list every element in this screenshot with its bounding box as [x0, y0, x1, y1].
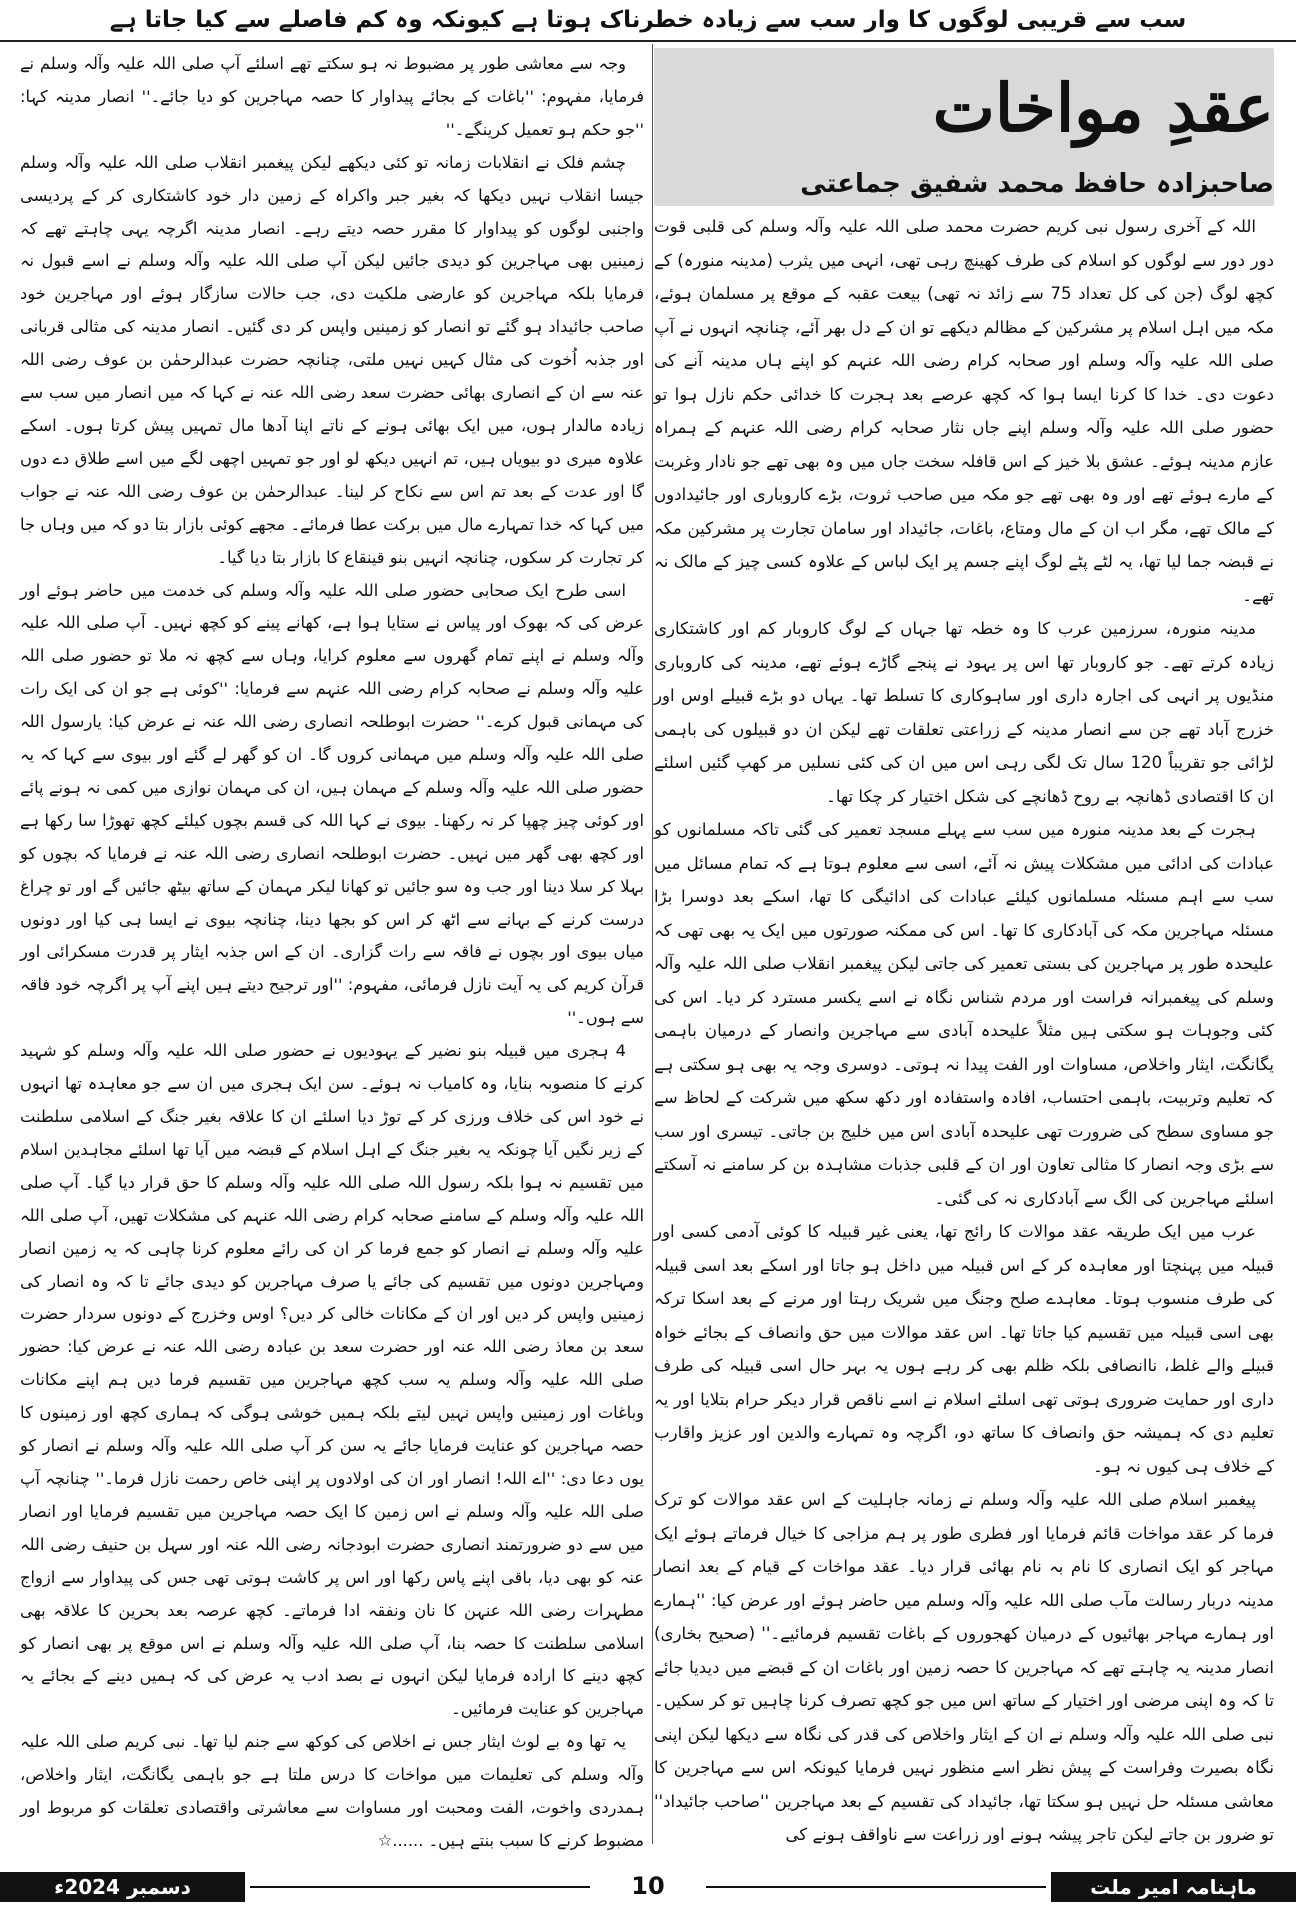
- footer-rule: [706, 1886, 1046, 1888]
- page-footer: [0, 1866, 1296, 1907]
- title-box: [654, 48, 1274, 206]
- footer-rule: [250, 1886, 590, 1888]
- left-column: [20, 48, 644, 1858]
- paragraph: 4 ہجری میں قبیلہ بنو نضیر کے یہودیوں نے حضور صلی اللہ علیہ وآلہ وسلم کو شہید کرنے کا منصوبہ بنایا، وہ کامیاب نہ ہوئے۔ سن ایک ہجری میں ان سے جو معاہدہ تھا انہوں نے خود اس کی خلاف ورزی کر کے توڑ دیا اسلئے ان کا علاقہ بغیر جنگ کے اسلامی سلطنت کے زیر نگیں آیا چونکہ یہ بغیر جنگ کے اہل اسلام کے قبضہ میں آیا تھا اسلئے مجاہدین اسلام میں تقسیم نہ ہوا بلکہ رسول اللہ صلی اللہ علیہ وآلہ وسلم کا حق قرار دیا گیا۔ آپ صلی اللہ علیہ وآلہ وسلم کے سامنے صحابہ کرام رضی اللہ عنہم کی مشکلات تھیں، آپ صلی اللہ علیہ وآلہ وسلم نے انصار کو جمع فرما کر ان کی رائے معلوم کرنا چاہی کہ یہ زمین انصار ومہاجرین دونوں میں تقسیم کی جائے یا صرف مہاجرین کو دیدی جائے تا کہ وہ انصار کی زمینیں واپس کر دیں اور ان کے مکانات خالی کر دیں؟ اوس وخزرج کے دونوں سردار حضرت سعد بن معاذ رضی اللہ عنہ اور حضرت سعد بن عبادہ رضی اللہ عنہ نے عرض کیا: حضور صلی اللہ علیہ وآلہ وسلم یہ سب کچھ مہاجرین میں تقسیم فرما دیں ہم اپنے مکانات وباغات اور زمینیں واپس نہیں لیتے بلکہ ہمیں خوشی ہوگی کہ ہماری کچھ اور زمینوں کا حصہ مہاجرین کو عنایت فرمایا جائے یہ سن کر آپ صلی اللہ علیہ وآلہ وسلم نے انصار کو یوں دعا دی: ''اے اللہ! انصار اور ان کی اولادوں پر اپنی خاص رحمت نازل فرما۔'' چنانچہ آپ صلی اللہ علیہ وآلہ وسلم نے اس زمین کا ایک حصہ مہاجرین میں تقسیم فرمایا اور انصار میں سے دو ضرورتمند انصاری حضرت ابودجانہ رضی اللہ عنہ اور سہل بن حنیف رضی اللہ عنہ کو بھی دیا، باقی اپنے پاس رکھا اور اس پر کاشت ہوتی تھی جس کی پیداوار سے ازواج مطہرات رضی اللہ عنہن کا نان ونفقہ ادا فرماتے۔ کچھ عرصہ بعد بحرین کا علاقہ بھی اسلامی سلطنت کا حصہ بنا، آپ صلی اللہ علیہ وآلہ وسلم نے اس موقع پر بھی انصار کو کچھ دینے کا ارادہ فرمایا لیکن انہوں نے بصد ادب یہ عرض کی کہ ہمیں دینے کے بجائے یہ مہاجرین کو عنایت فرمائیں۔: [20, 1041, 644, 1719]
- article-title: عقدِ مواخات: [932, 69, 1274, 147]
- paragraph: اسی طرح ایک صحابی حضور صلی اللہ علیہ وآلہ وسلم کی خدمت میں حاضر ہوئے اور عرض کی کہ بھوک اور پیاس نے ستایا ہوا ہے، کھانے پینے کو کچھ نہیں۔ آپ صلی اللہ علیہ وآلہ وسلم نے اپنے تمام گھروں سے معلوم کرایا، وہاں سے کچھ نہ ملا تو حضور صلی اللہ علیہ وآلہ وسلم نے صحابہ کرام رضی اللہ عنہم سے فرمایا: ''کوئی ہے جو ان کی ایک رات کی مہمانی قبول کرے۔'' حضرت ابوطلحہ انصاری رضی اللہ عنہ نے عرض کیا: یارسول اللہ صلی اللہ علیہ وآلہ وسلم میں مہمانی کروں گا۔ ان کو گھر لے گئے اور بیوی سے کہا کہ یہ حضور صلی اللہ علیہ وآلہ وسلم کے مہمان ہیں، ان کی مہمان نوازی میں کمی نہ ہونے پائے اور کوئی چیز چھپا کر نہ رکھنا۔ بیوی نے کہا اللہ کی قسم بچوں کیلئے کچھ تھوڑا سا رکھا ہے اور کچھ بھی گھر میں نہیں۔ حضرت ابوطلحہ انصاری رضی اللہ عنہ نے فرمایا کہ بچوں کو بہلا کر سلا دینا اور جب وہ سو جائیں تو کھانا لیکر مہمان کے ساتھ بیٹھ جائیں گے اور تو چراغ درست کرنے کے بہانے سے اٹھ کر اس کو بجھا دینا، چنانچہ بیوی نے ایسا ہی کیا اور دونوں میاں بیوی اور بچوں نے فاقہ سے رات گزاری۔ ان کے اس جذبہ ایثار پر قدرت مسکرائی اور قرآن کریم کی یہ آیت نازل فرمائی، مفہوم: ''اور ترجیح دیتے ہیں اپنے آپ پر اگرچہ خود فاقہ سے ہوں۔'': [20, 580, 644, 1028]
- article-author: صاحبزادہ حافظ محمد شفیق جماعتی: [800, 169, 1274, 199]
- column-divider: [652, 44, 653, 1844]
- paragraph: پیغمبر اسلام صلی اللہ علیہ وآلہ وسلم نے زمانہ جاہلیت کے اس عقد موالات کو ترک فرما کر عقد مواخات قائم فرمایا اور فطری طور پر ہم مزاجی کا خیال فرماتے ہوئے ایک مہاجر کو ایک انصاری کا نام بہ نام بھائی قرار دیا۔ عقد مواخات کے قیام کے بعد انصار مدینہ دربار رسالت مآب صلی اللہ علیہ وآلہ وسلم میں حاضر ہوئے اور عرض کیا: ''ہمارے اور ہمارے مہاجر بھائیوں کے درمیان کھجوروں کے باغات تقسیم فرمائیے۔'' (صحیح بخاری) انصار مدینہ یہ چاہتے تھے کہ مہاجرین کا حصہ زمین اور باغات ان کے قبضے میں دیدیا جائے تا کہ وہ اپنی مرضی اور اختیار کے ساتھ اس میں جو کچھ تصرف کرنا چاہیں تو کر سکیں۔ نبی صلی اللہ علیہ وآلہ وسلم نے ان کے ایثار واخلاص کی قدر کی نگاہ سے دیکھا لیکن اپنی نگاہ بصیرت وفراست کے پیش نظر اسے منظور نہیں فرمایا کیونکہ اس سے مہاجرین کا معاشی مسئلہ حل نہیں ہو سکتا تھا، جائیداد کی تقسیم کے بعد مہاجرین ''صاحب جائیداد'' تو ضرور بن جاتے لیکن تاجر پیشہ ہونے اور زراعت سے ناواقف ہونے کی: [654, 1490, 1274, 1844]
- paragraph: اللہ کے آخری رسول نبی کریم حضرت محمد صلی اللہ علیہ وآلہ وسلم کی قلبی قوت دور دور سے لوگوں کو اسلام کی طرف کھینچ رہی تھی، انہی میں یثرب (مدینہ منورہ) کے کچھ لوگ (جن کی کل تعداد 75 سے زائد نہ تھی) بیعت عقبہ کے موقع پر مسلمان ہوئے، مکہ میں اہل اسلام پر مشرکین کے مظالم دیکھے تو ان کے دل بھر آئے، چنانچہ انہوں نے آپ صلی اللہ علیہ وآلہ وسلم اور صحابہ کرام رضی اللہ عنہم کو اپنے ہاں مدینہ آنے کی دعوت دی۔ خدا کا کرنا ایسا ہوا کہ کچھ عرصے بعد ہجرت کا خدائی حکم نازل ہوا تو حضور صلی اللہ علیہ وآلہ وسلم اپنے جاں نثار صحابہ کرام رضی اللہ عنہم کے ہمراہ عازم مدینہ ہوئے۔ عشق بلا خیز کے اس قافلہ سخت جاں میں وہ بھی تھے جو نادار وغربت کے مارے ہوئے تھے اور وہ بھی تھے جو مکہ میں صاحب ثروت، بڑے کاروباری اور جائیدادوں کے مالک تھے، مگر اب ان کے مال ومتاع، باغات، جائیداد اور سامان تجارت پر مشرکین مکہ نے قبضہ جما لیا تھا، یہ لٹے پٹے لوگ اپنے جسم پر ایک لباس کے علاوہ کسی چیز کے مالک نہ تھے۔: [654, 217, 1274, 605]
- issue-date: دسمبر 2024ء: [0, 1872, 245, 1902]
- paragraph: چشم فلک نے انقلابات زمانہ تو کئی دیکھے لیکن پیغمبر انقلاب صلی اللہ علیہ وآلہ وسلم جیسا انقلاب نہیں دیکھا کہ بغیر جبر واکراہ کے زمین دار خود کاشتکاری کر کے پردیسی واجنبی لوگوں کو پیداوار کا مقرر حصہ دیتے رہے۔ انصار مدینہ اگرچہ یہی چاہتے تھے کہ زمینیں بھی مہاجرین کو دیدی جائیں لیکن آپ صلی اللہ علیہ وآلہ وسلم نے اسے قبول نہ فرمایا بلکہ مہاجرین کو عارضی ملکیت دی، جب حالات سازگار ہوئے اور مہاجرین خود صاحب جائیداد ہو گئے تو انصار کو زمینیں واپس کر دی گئیں۔ انصار مدینہ کی مثالی قربانی اور جذبہ اُخوت کی مثال کہیں نہیں ملتی، چنانچہ حضرت عبدالرحمٰن بن عوف رضی اللہ عنہ سے ان کے انصاری بھائی حضرت سعد رضی اللہ عنہ نے کہا کہ میں انصار میں سب سے زیادہ مالدار ہوں، میں ایک بھائی ہونے کے ناتے اپنا آدھا مال تمہیں پیش کرتا ہوں۔ اسکے علاوہ میری دو بیویاں ہیں، تم انہیں دیکھ لو اور جو تمہیں اچھی لگے میں اسے طلاق دے دوں گا اور عدت کے بعد تم اس سے نکاح کر لینا۔ عبدالرحمٰن بن عوف رضی اللہ عنہ نے جواب میں کہا کہ خدا تمہارے مال میں برکت عطا فرمائے۔ مجھے کوئی بازار بتا دو کہ میں وہاں جا کر تجارت کر سکوں، چنانچہ انہیں بنو قینقاع کا بازار بتا دیا گیا۔: [20, 152, 644, 567]
- top-banner-quote: سب سے قریبی لوگوں کا وار سب سے زیادہ خطرناک ہوتا ہے کیونکہ وہ کم فاصلے سے کیا جاتا ہے: [0, 0, 1296, 42]
- paragraph: ہجرت کے بعد مدینہ منورہ میں سب سے پہلے مسجد تعمیر کی گئی تاکہ مسلمانوں کو عبادات کی ادائی میں مشکلات پیش نہ آئے، اسی سے معلوم ہوتا ہے کہ تمام مسائل میں سب سے اہم مسئلہ مسلمانوں کیلئے عبادات کی ادائیگی کا تھا، اسکے بعد دوسرا بڑا مسئلہ مہاجرین مکہ کی آبادکاری کا تھا۔ اس کی ممکنہ صورتوں میں ایک یہ بھی تھی کہ علیحدہ طور پر مہاجرین کی بستی تعمیر کی جاتی لیکن پیغمبر انقلاب صلی اللہ علیہ وآلہ وسلم کی پیغمبرانہ فراست اور مردم شناس نگاہ نے اسے یکسر مسترد کر دیا۔ اس کی کئی وجوہات ہو سکتی ہیں مثلاً علیحدہ آبادی سے مہاجرین وانصار کے درمیان باہمی یگانگت، ایثار واخلاص، مساوات اور الفت پیدا نہ ہوتی۔ دوسری وجہ یہ بھی ہو سکتی ہے کہ تعلیم وتربیت، باہمی احتساب، افادہ واستفادہ اور دکھ سکھ میں شرکت کے لحاظ سے جو مساوی سطح کی ضرورت تھی علیحدہ آبادی اس میں خلیج بن جاتی۔ تیسری اور سب سے بڑی وجہ انصار کا مثالی تعاون اور ان کے قلبی جذبات مشاہدہ بن کر سامنے نہ آسکتے اسلئے مہاجرین کی الگ سے آبادکاری نہ کی گئی۔: [654, 820, 1274, 1208]
- paragraph: وجہ سے معاشی طور پر مضبوط نہ ہو سکتے تھے اسلئے آپ صلی اللہ علیہ وآلہ وسلم نے فرمایا، مفہوم: ''باغات کے بجائے پیداوار کا حصہ مہاجرین کو دیا جائے۔'' انصار مدینہ کہا: ''جو حکم ہو تعمیل کرینگے۔'': [20, 54, 644, 139]
- paragraph: یہ تھا وہ بے لوث ایثار جس نے اخلاص کی کوکھ سے جنم لیا تھا۔ نبی کریم صلی اللہ علیہ وآلہ وسلم کی تعلیمات میں مواخات کا درس ملتا ہے جو باہمی یگانگت، ایثار واخلاص، ہمدردی واخوت، الفت ومحبت اور مساوات سے معاشرتی واقتصادی تعلقات کو مربوط اور مضبوط کرنے کا سبب بنتے ہیں۔ ......☆: [20, 1732, 644, 1850]
- paragraph: مدینہ منورہ، سرزمین عرب کا وہ خطہ تھا جہاں کے لوگ کاروبار کم اور کاشتکاری زیادہ کرتے تھے۔ جو کاروبار تھا اس پر یہود نے پنجے گاڑے ہوئے تھے، مدینہ کی کاروباری منڈیوں پر انہی کی اجارہ داری اور ساہوکاری کا تسلط تھا۔ یہاں دو بڑے قبیلے اوس اور خزرج آباد تھے جن سے انصار مدینہ کے زراعتی تعلقات تھے لیکن ان دو قبیلوں کی باہمی لڑائی جو تقریباً 120 سال تک لگی رہی اس میں ان کی کئی نسلیں مر کھپ گئیں اسلئے ان کا اقتصادی ڈھانچہ بے روح ڈھانچے کی شکل اختیار کر چکا تھا۔: [654, 619, 1274, 806]
- magazine-name: ماہنامہ امیر ملت: [1051, 1872, 1296, 1902]
- paragraph: عرب میں ایک طریقہ عقد موالات کا رائج تھا، یعنی غیر قبیلہ کا کوئی آدمی کسی اور قبیلہ میں پہنچتا اور معاہدہ کر کے اس قبیلہ میں داخل ہو جاتا اور اسکے بعد اسی قبیلہ کی طرف منسوب ہوتا۔ معاہدے صلح وجنگ میں شریک رہتا اور مرنے کے بعد اسکا ترکہ بھی اسی قبیلہ میں تقسیم کیا جاتا تھا۔ اس عقد موالات میں حق وانصاف کے بجائے خواہ قبیلے والے غلط، ناانصافی بلکہ ظلم بھی کر رہے ہوں یہ بہر حال اسی قبیلہ کی طرف داری اور حمایت ضروری ہوتی تھی اسلئے اسلام نے اسے ناقص قرار دیکر حرام بتلایا اور یہ تعلیم دی کہ ہمیشہ حق وانصاف کا ساتھ دو، اگرچہ وہ تمہارے والدین اور عزیز واقارب کے خلاف ہی کیوں نہ ہو۔: [654, 1222, 1274, 1476]
- right-column: [654, 48, 1274, 1852]
- page-number: 10: [631, 1872, 665, 1900]
